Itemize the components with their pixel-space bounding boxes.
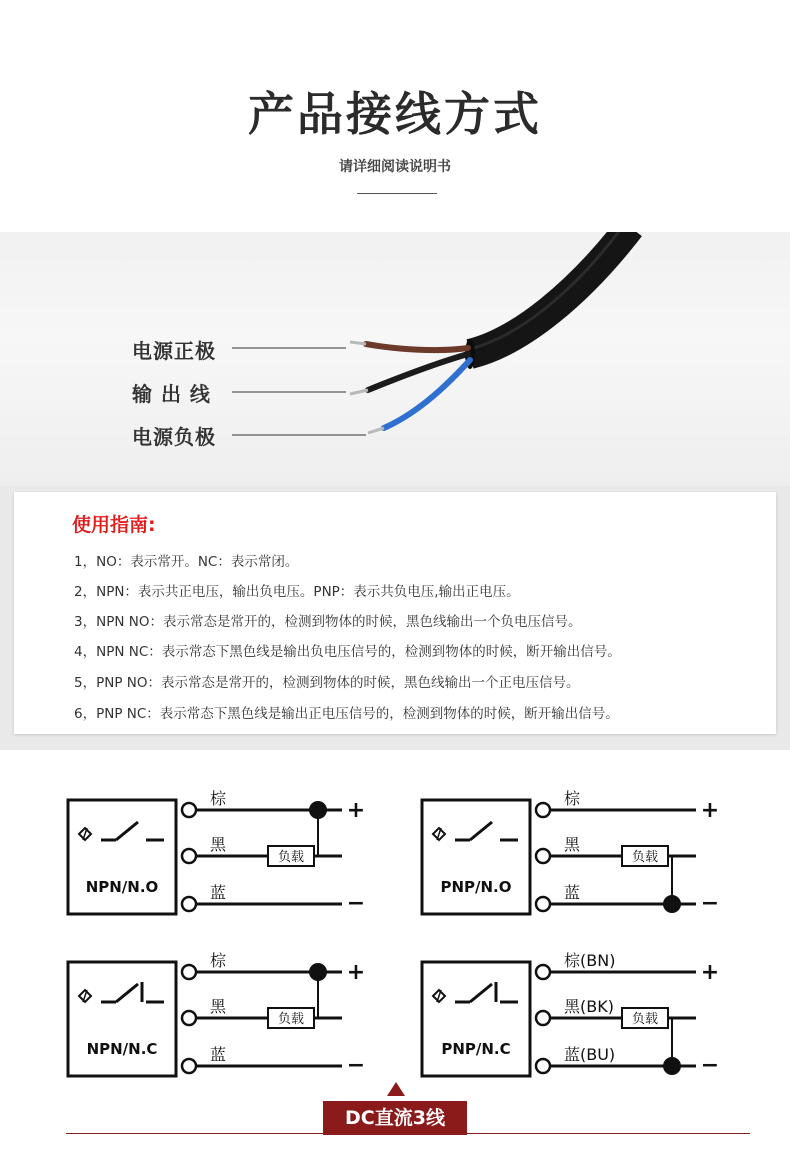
diagram-4-type-label: PNP/N.C	[441, 1040, 511, 1058]
diagram-3-wire-label: 棕	[210, 951, 227, 970]
diagram-3-terminal	[182, 1011, 196, 1025]
diagram-3-type-label: NPN/N.C	[86, 1040, 158, 1058]
diagram-4-minus-sign: −	[700, 1053, 720, 1078]
footer-label: DC直流3线	[323, 1101, 467, 1135]
diagram-3-sensor-box	[68, 962, 176, 1076]
diagram-4-terminal	[536, 965, 550, 979]
guide-line: 1，NO：表示常开。NC：表示常闭。	[74, 554, 299, 570]
label-power-negative: 电源负极	[132, 425, 216, 449]
diagram-1-plus-sign: +	[346, 798, 366, 823]
diagram-2-terminal	[536, 849, 550, 863]
diagram-1-wire-label: 蓝	[210, 883, 227, 902]
diagram-1-terminal	[182, 803, 196, 817]
guide-line: 4，NPN NC：表示常态下黑色线是输出负电压信号的，检测到物体的时候，断开输出信号。	[74, 644, 621, 660]
guide-line: 3，NPN NO：表示常态是常开的，检测到物体的时候，黑色线输出一个负电压信号。	[74, 614, 582, 630]
diagram-1-terminal	[182, 849, 196, 863]
diagram-1-wire-label: 棕	[210, 789, 227, 808]
diagram-3-minus-sign: −	[346, 1053, 366, 1078]
diagram-4-sensor-box	[422, 962, 530, 1076]
diagram-1-minus-sign: −	[346, 891, 366, 916]
diagram-1-wire-label: 黑	[210, 835, 227, 854]
diagram-3-plus-sign: +	[346, 960, 366, 985]
guide-line: 5，PNP NO：表示常态是常开的，检测到物体的时候，黑色线输出一个正电压信号。	[74, 675, 580, 691]
diagram-4-load-label: 负载	[631, 1012, 659, 1027]
diagram-1-type-label: NPN/N.O	[85, 878, 159, 896]
diagram-4-plus-sign: +	[700, 960, 720, 985]
diagram-2-type-label: PNP/N.O	[440, 878, 512, 896]
diagram-4-terminal	[536, 1011, 550, 1025]
diagram-3-load-label: 负载	[277, 1012, 305, 1027]
diagram-2-load-label: 负载	[631, 850, 659, 865]
diagram-3-terminal	[182, 1059, 196, 1073]
guide-title: 使用指南:	[72, 514, 156, 536]
label-power-positive: 电源正极	[132, 339, 216, 363]
diagram-1-junction-dot	[309, 801, 327, 819]
diagram-2-wire-label: 黑	[564, 835, 581, 854]
diagram-1-load-label: 负载	[277, 850, 305, 865]
diagram-2-terminal	[536, 803, 550, 817]
footer-arrow-icon	[387, 1082, 405, 1096]
diagram-3-wire-label: 蓝	[210, 1045, 227, 1064]
diagram-4-wire-label: 棕(BN)	[564, 951, 616, 970]
diagram-2-wire-label: 蓝	[564, 883, 581, 902]
diagram-2-plus-sign: +	[700, 798, 720, 823]
diagram-3-junction-dot	[309, 963, 327, 981]
diagram-4-terminal	[536, 1059, 550, 1073]
diagram-4-wire-label: 蓝(BU)	[564, 1045, 616, 1064]
guide-line: 2，NPN：表示共正电压，输出负电压。PNP：表示共负电压,输出正电压。	[74, 584, 520, 600]
diagram-1-sensor-box	[68, 800, 176, 914]
diagram-2-sensor-box	[422, 800, 530, 914]
footer-divider	[66, 1133, 750, 1134]
page-title: 产品接线方式	[248, 87, 542, 141]
diagram-1-terminal	[182, 897, 196, 911]
diagram-3-terminal	[182, 965, 196, 979]
page-subtitle: 请详细阅读说明书	[339, 159, 451, 175]
diagram-4-wire-label: 黑(BK)	[564, 997, 614, 1016]
diagram-2-terminal	[536, 897, 550, 911]
diagram-2-junction-dot	[663, 895, 681, 913]
diagram-2-minus-sign: −	[700, 891, 720, 916]
diagram-2-wire-label: 棕	[564, 789, 581, 808]
diagram-4-junction-dot	[663, 1057, 681, 1075]
label-output-wire: 输 出 线	[132, 382, 211, 406]
diagram-3-wire-label: 黑	[210, 997, 227, 1016]
guide-line: 6，PNP NC：表示常态下黑色线是输出正电压信号的，检测到物体的时候，断开输出信号。	[74, 706, 619, 722]
